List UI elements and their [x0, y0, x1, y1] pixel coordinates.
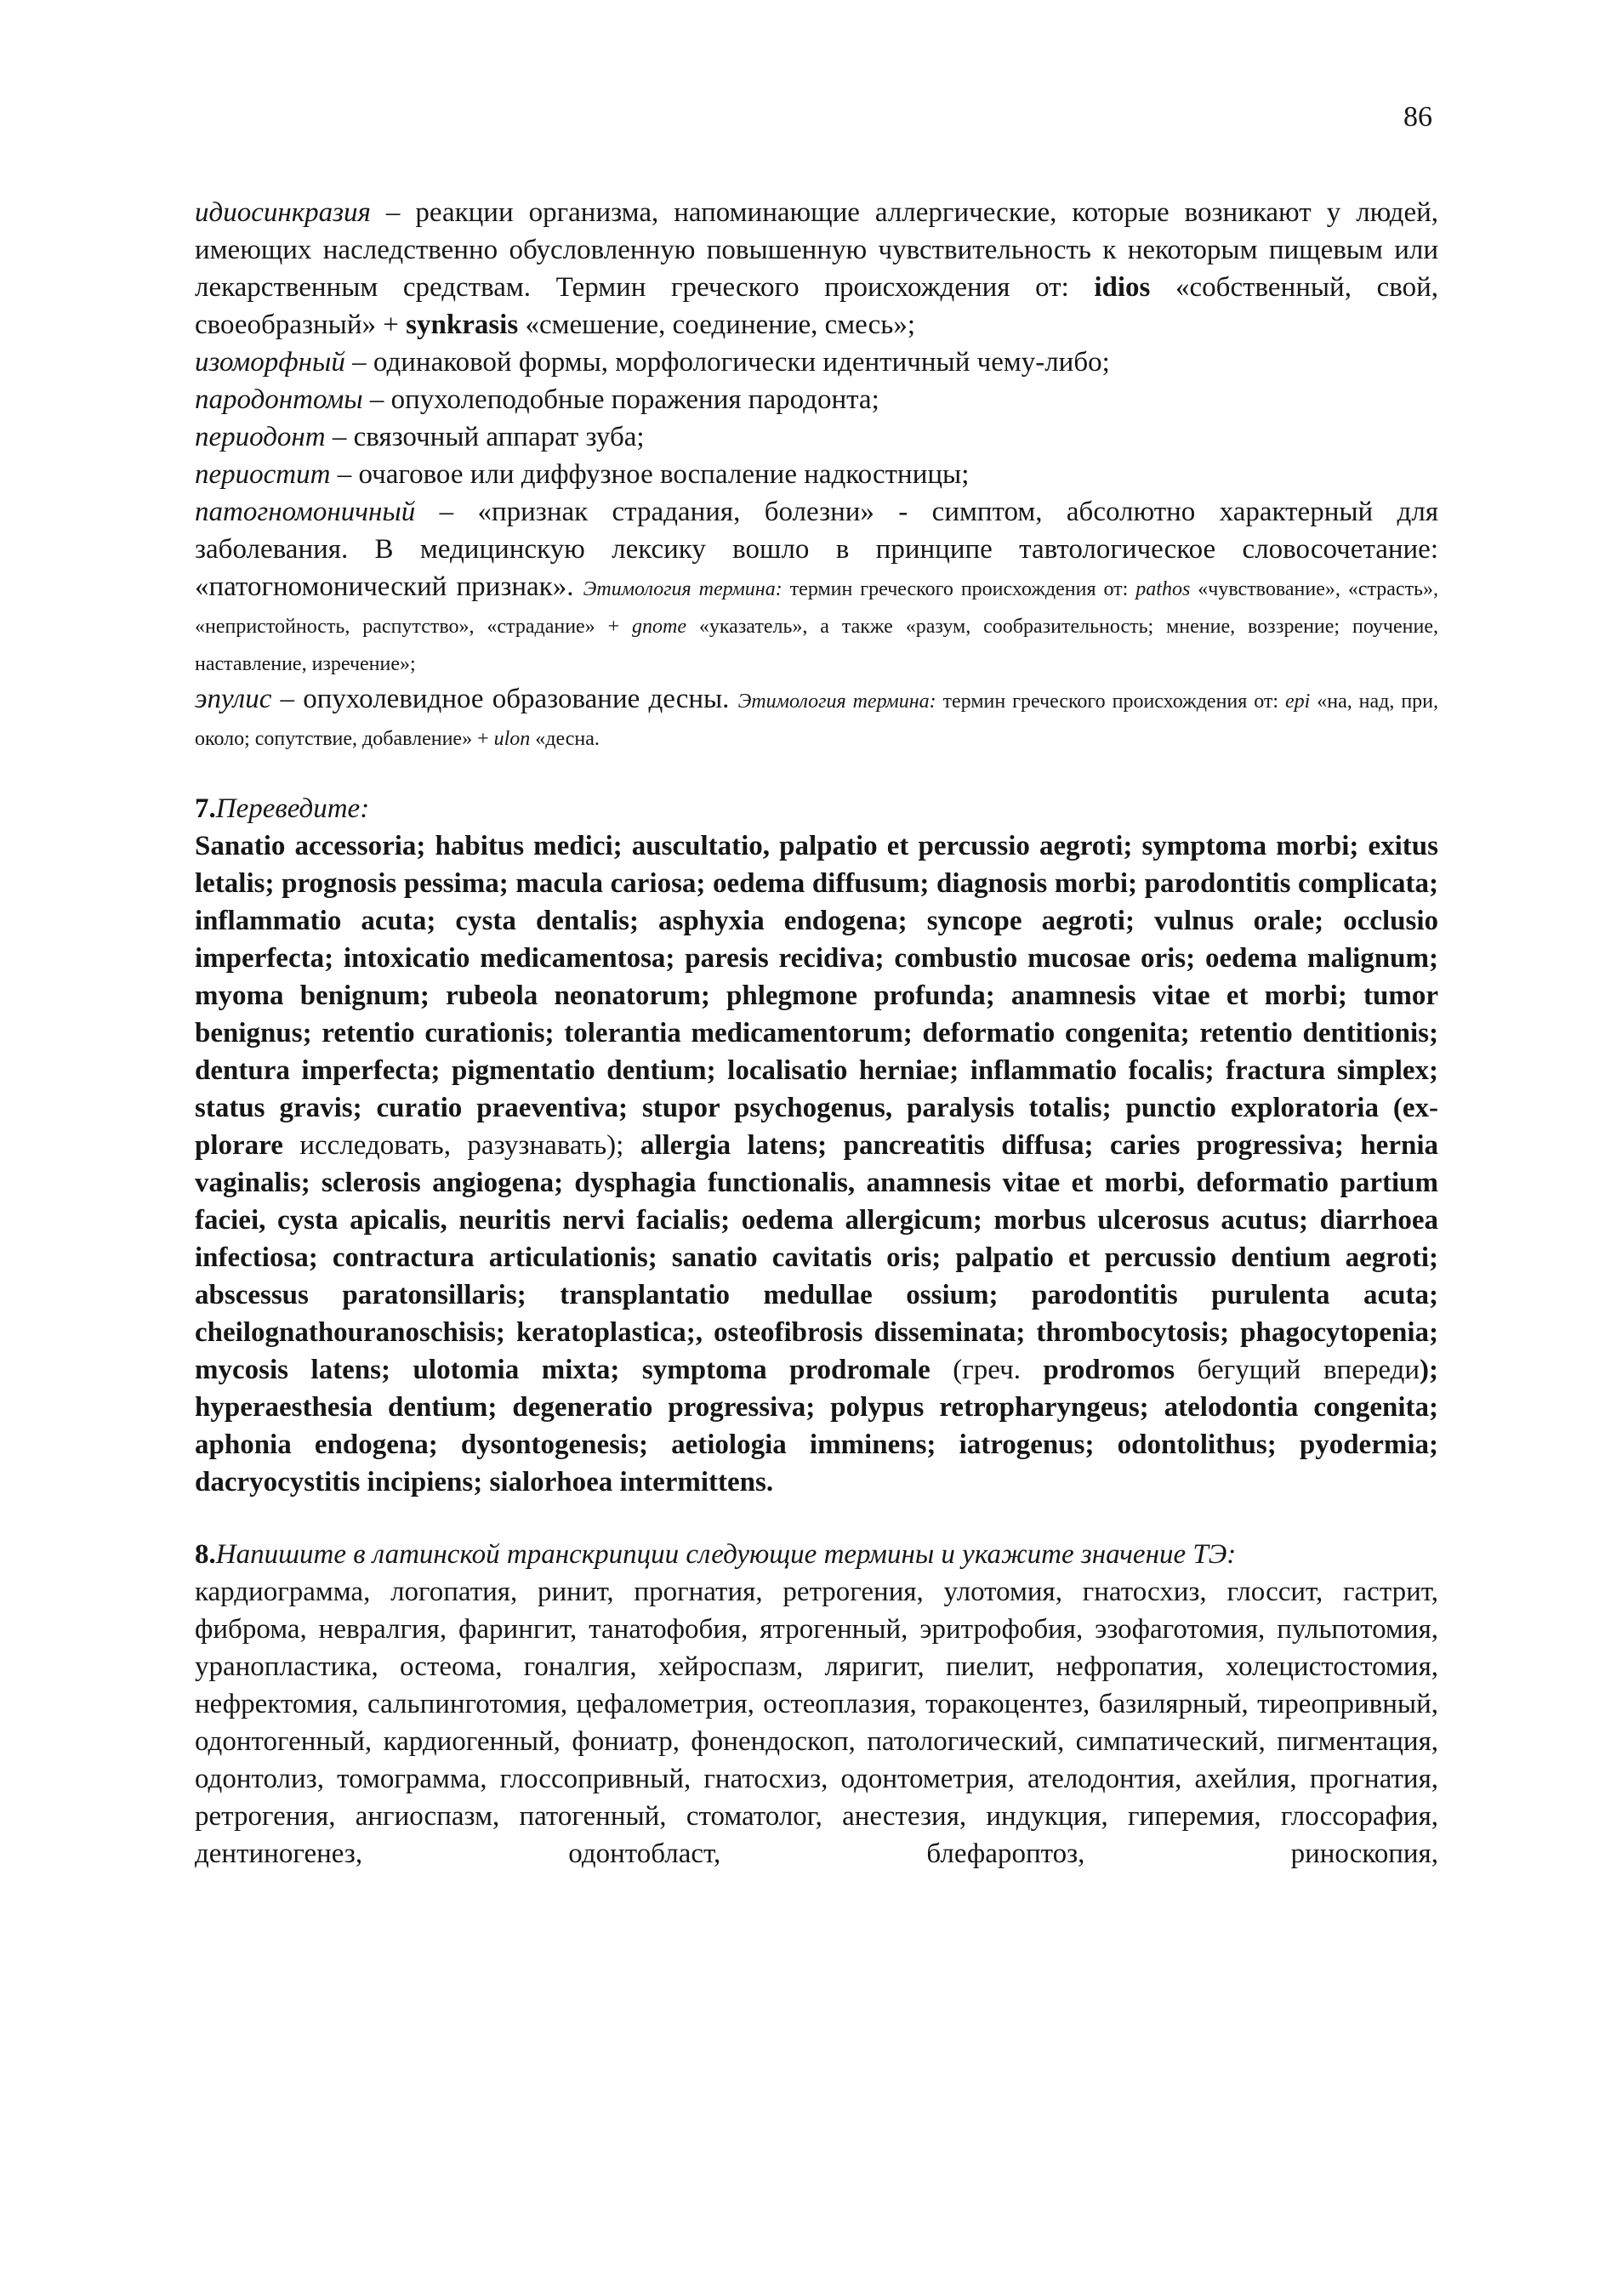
glossary-term: периостит: [195, 459, 331, 490]
glossary-entry-epulis: [195, 680, 1438, 755]
glossary-definition: «собственный, свой, своеобразный» +: [195, 272, 1438, 340]
glossary-definition: – опухолеподобные поражения пародонта;: [362, 384, 879, 415]
glossary-term: пародонтомы: [195, 384, 363, 415]
glossary-entry-periostit: [195, 456, 1438, 493]
glossary-definition: – одинаковой формы, морфологически идентичный чему-либо;: [344, 347, 1110, 378]
exercise-number: 8.: [195, 1539, 216, 1570]
russian-gloss: исследовать, разузнавать);: [282, 1130, 640, 1161]
etymology-text: «указатель», а также «разум, сообразительность; мнение, воззрение; поучение, наставление, изречение»;: [195, 616, 1438, 675]
latin-terms-list: [195, 827, 1438, 1501]
etymology-text: «на, над, при, около; сопутствие, добавление» +: [195, 691, 1439, 750]
glossary-term: эпулис: [195, 684, 272, 714]
exercise-7: [195, 790, 1438, 1501]
glossary-definition: – реакции организма, напоминающие аллергические, которые возникают у людей, имеющих наследственно обусловленную повышенную чувствительность к некоторым пищевым или лекарственным средствам. Термин греческого происхождения от:: [195, 197, 1438, 303]
etymology-text: термин греческого происхождения от:: [782, 578, 1136, 600]
etymology-root: ulon: [493, 728, 531, 750]
etymology-root: pathos: [1135, 578, 1191, 600]
latin-terms: ); hyperaesthesia dentium; degeneratio progressiva; polypus retropharyngeus; atelodontia congenita; aphonia endogena; dysontogenesis; aetiologia imminens; iatrogenus; odontolithus; pyodermia; dacryocystitis incipiens; sialorhoea intermittens.: [195, 1355, 1438, 1498]
russian-gloss: (греч.: [930, 1355, 1044, 1385]
exercise-title: Напишите в латинской транскрипции следующие термины и укажите значение ТЭ:: [215, 1539, 1237, 1570]
page-number: 86: [1403, 101, 1432, 133]
latin-terms: allergia latens; pancreatitis diffusa; caries progressiva; hernia vaginalis; sclerosis angiogena; dysphagia functionalis, anamnesis vitae et morbi, deformatio partium faciei, cysta apicalis, neuritis nervi facialis; oedema allergicum; morbus ulcerosus acutus; diarrhoea infectiosa; contractura articulationis; sanatio cavitatis oris; palpatio et percussio dentium aegroti; abscessus paratonsillaris; transplantatio medullae ossium; parodontitis purulenta acuta; cheilognathouranoschisis; keratoplastica;, osteofibrosis disseminata; thrombocytosis; phagocytopenia; mycosis latens; ulotomia mixta; symptoma prodromale: [195, 1130, 1438, 1385]
etymology-label: Этимология термина:: [583, 578, 783, 600]
glossary-definition: «смешение, соединение, смесь»;: [518, 310, 916, 340]
glossary-term: патогномоничный: [195, 497, 416, 527]
glossary-definition: – связочный аппарат зуба;: [325, 422, 645, 452]
glossary-entry-isomorph: [195, 344, 1438, 381]
etymology-root: gnome: [632, 616, 686, 638]
glossary-entry-periodont: [195, 418, 1438, 456]
etymology-text: «чувствование», «страсть», «непристойность, распутство», «страдание» +: [195, 578, 1439, 638]
exercise-8: [195, 1536, 1438, 1910]
glossary-entry-parodontoma: [195, 381, 1438, 418]
etymology-label: Этимология термина:: [737, 691, 936, 713]
etymology-text: «десна.: [530, 728, 600, 750]
exercise-heading: [195, 1536, 1438, 1573]
glossary-definition: – очаговое или диффузное воспаление надкостницы;: [330, 459, 970, 490]
russian-terms-list: кардиограмма, логопатия, ринит, прогнатия, ретрогения, улотомия, гнатосхиз, глоссит, гастрит, фиброма, невралгия, фарингит, танатофобия, ятрогенный, эритрофобия, эзофаготомия, пульпотомия, уранопластика, остеома, гоналгия, хейроспазм, ляригит, пиелит, нефропатия, холецистостомия, нефректомия, сальпинготомия, цефалометрия, остеоплазия, торакоцентез, базилярный, тиреопривный, одонтогенный, кардиогенный, фониатр, фонендоскоп, патологический, симпатический, пигментация, одонтолиз, томограмма, глоссопривный, гнатосхиз, одонтометрия, ателодонтия, ахейлия, прогнатия, ретрогения, ангиоспазм, патогенный, стоматолог, анестезия, индукция, гиперемия, глоссорафия, дентиногенез, одонтобласт, блефароптоз, риноскопия,: [195, 1577, 1438, 1869]
etymology-root: epi: [1285, 691, 1311, 713]
exercise-title: Переведите:: [215, 793, 370, 824]
glossary-entry-pathognomonic: [195, 493, 1438, 680]
exercise-heading: [195, 790, 1438, 827]
latin-terms: Sanatio accessoria; habitus medici; auscultatio, palpatio et percussio aegroti; symptoma morbi; exitus letalis; prognosis pessima; macula cariosa; oedema diffusum; diagnosis morbi; parodontitis complicata; inflammatio acuta; cysta dentalis; asphyxia endogena; syncope aegroti; vulnus orale; occlusio imperfecta; intoxicatio medicamentosa; paresis recidiva; combustio mucosae oris; oedema malignum; myoma benignum; rubeola neonatorum; phlegmone profunda; anamnesis vitae et morbi; tumor benignus; retentio curationis; tolerantia medicamentorum; deformatio congenita; retentio dentitionis; dentura imperfecta; pigmentatio dentium; localisatio herniae; inflammatio focalis; fractura simplex; status gravis; curatio praeventiva; stupor psychogenus, paralysis totalis; punctio exploratoria (ex-plorare: [195, 831, 1438, 1161]
greek-root: synkrasis: [406, 310, 519, 340]
etymology-text: термин греческого происхождения от:: [936, 691, 1285, 713]
glossary-term: идиосинкразия: [195, 197, 371, 228]
glossary-term: изоморфный: [195, 347, 345, 378]
russian-gloss: бегущий впереди: [1175, 1355, 1420, 1385]
latin-terms: prodromos: [1043, 1355, 1175, 1385]
page-content: [195, 194, 1438, 1910]
glossary-term: периодонт: [195, 422, 326, 452]
glossary-block: [195, 194, 1438, 755]
exercise-number: 7.: [195, 793, 216, 824]
glossary-definition: – «признак страдания, болезни» - симптом, абсолютно характерный для заболевания. В медицинскую лексику вошло в принципе тавтологическое словосочетание: «патогномонический признак».: [195, 497, 1438, 602]
greek-root: idios: [1094, 272, 1151, 303]
glossary-entry-idiosyncrasia: [195, 194, 1438, 344]
glossary-definition: – опухолевидное образование десны.: [271, 684, 738, 714]
